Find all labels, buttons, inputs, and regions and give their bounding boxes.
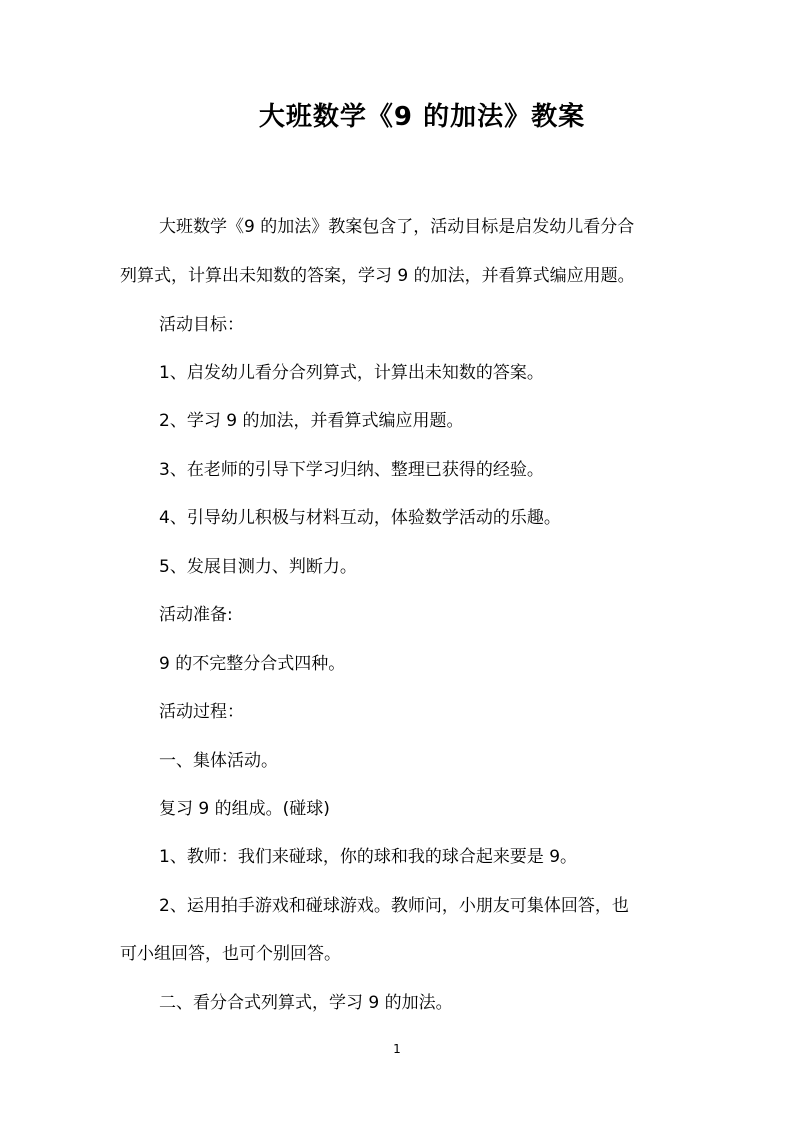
process-part-1: 一、集体活动。 bbox=[159, 751, 278, 771]
process-step-2-line-2: 可小组回答，也可个别回答。 bbox=[120, 944, 341, 964]
document-title: 大班数学《9 的加法》教案 bbox=[258, 102, 586, 132]
goal-item-2: 2、学习 9 的加法，并看算式编应用题。 bbox=[159, 411, 464, 431]
process-part-2: 二、看分合式列算式，学习 9 的加法。 bbox=[159, 993, 453, 1013]
prep-content: 9 的不完整分合式四种。 bbox=[159, 654, 346, 674]
goal-item-1: 1、启发幼儿看分合列算式，计算出未知数的答案。 bbox=[159, 363, 544, 383]
process-step-1: 1、教师：我们来碰球，你的球和我的球合起来要是 9。 bbox=[159, 847, 578, 867]
process-heading: 活动过程： bbox=[159, 702, 244, 722]
goal-item-4: 4、引导幼儿积极与材料互动，体验数学活动的乐趣。 bbox=[159, 508, 561, 528]
intro-line-1: 大班数学《9 的加法》教案包含了，活动目标是启发幼儿看分合 bbox=[159, 217, 635, 237]
page-number: 1 bbox=[393, 1042, 401, 1056]
goal-item-5: 5、发展目测力、判断力。 bbox=[159, 557, 357, 577]
intro-line-2: 列算式，计算出未知数的答案，学习 9 的加法，并看算式编应用题。 bbox=[120, 266, 635, 286]
process-step-2-line-1: 2、运用拍手游戏和碰球游戏。教师问，小朋友可集体回答，也 bbox=[159, 896, 629, 916]
prep-heading: 活动准备: bbox=[159, 605, 233, 625]
goals-heading: 活动目标： bbox=[159, 315, 244, 335]
process-review: 复习 9 的组成。(碰球) bbox=[159, 799, 330, 819]
goal-item-3: 3、在老师的引导下学习归纳、整理已获得的经验。 bbox=[159, 460, 544, 480]
